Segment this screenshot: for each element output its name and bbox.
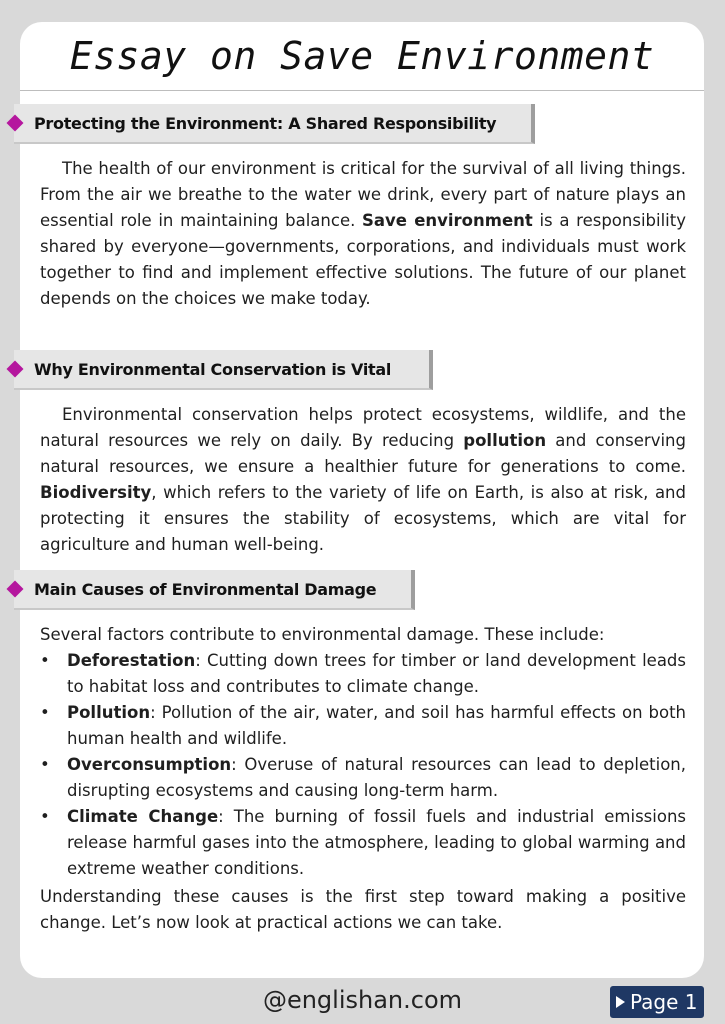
section-heading-text: Main Causes of Environmental Damage <box>34 580 377 599</box>
arrow-right-icon <box>616 996 625 1008</box>
section-heading-text: Protecting the Environment: A Shared Responsibility <box>34 114 497 133</box>
section-paragraph-conservation <box>40 402 686 558</box>
list-item <box>40 648 686 700</box>
list-item <box>40 700 686 752</box>
title-divider <box>20 90 704 91</box>
cause-text: : The burning of fossil fuels and industrial emissions release harmful gases into the atmosphere, leading to global warming and extreme weather conditions. <box>67 807 687 878</box>
list-item <box>40 804 686 882</box>
causes-list <box>40 648 686 882</box>
list-item <box>40 752 686 804</box>
cause-term: Deforestation <box>67 651 196 670</box>
page-number-badge <box>610 986 704 1018</box>
paragraph-text: Environmental conservation helps protect ecosystems, wildlife, and the natural resources we rely on daily. By reducing <box>40 405 686 450</box>
cause-term: Pollution <box>67 703 151 722</box>
cause-term: Climate Change <box>67 807 219 826</box>
paragraph-text: is a responsibility shared by everyone—governments, corporations, and individuals must work together to find and implement effective solutions. The future of our planet depends on the choices we make today. <box>40 211 686 308</box>
site-url[interactable]: @englishan.com <box>262 986 463 1014</box>
section-paragraph-protecting <box>40 156 686 312</box>
bold-term: pollution <box>463 431 547 450</box>
paragraph-text: and conserving natural resources, we ensure a healthier future for generations to come. <box>40 431 686 476</box>
cause-text: : Overuse of natural resources can lead to depletion, disrupting ecosystems and causing long-term harm. <box>67 755 686 800</box>
cause-text: : Pollution of the air, water, and soil has harmful effects on both human health and wildlife. <box>67 703 686 748</box>
causes-outro: Understanding these causes is the first step toward making a positive change. Let’s now look at practical actions we can take. <box>40 887 686 932</box>
bold-term: Biodiversity <box>40 483 152 502</box>
paragraph-text: The health of our environment is critical for the survival of all living things. From the air we breathe to the water we drink, every part of nature plays an essential role in maintaining balance. <box>40 159 686 230</box>
causes-intro: Several factors contribute to environmental damage. These include: <box>40 625 605 644</box>
cause-text: : Cutting down trees for timber or land development leads to habitat loss and contributes to climate change. <box>67 651 686 696</box>
page-title: Essay on Save Environment <box>69 34 655 78</box>
bold-term: Save environment <box>362 211 533 230</box>
section-heading-text: Why Environmental Conservation is Vital <box>34 360 392 379</box>
paragraph-text: , which refers to the variety of life on Earth, is also at risk, and protecting it ensures the stability of ecosystems, which are vital for agriculture and human well-being. <box>40 483 686 554</box>
page-number-label: Page 1 <box>630 990 698 1014</box>
cause-term: Overconsumption <box>67 755 232 774</box>
